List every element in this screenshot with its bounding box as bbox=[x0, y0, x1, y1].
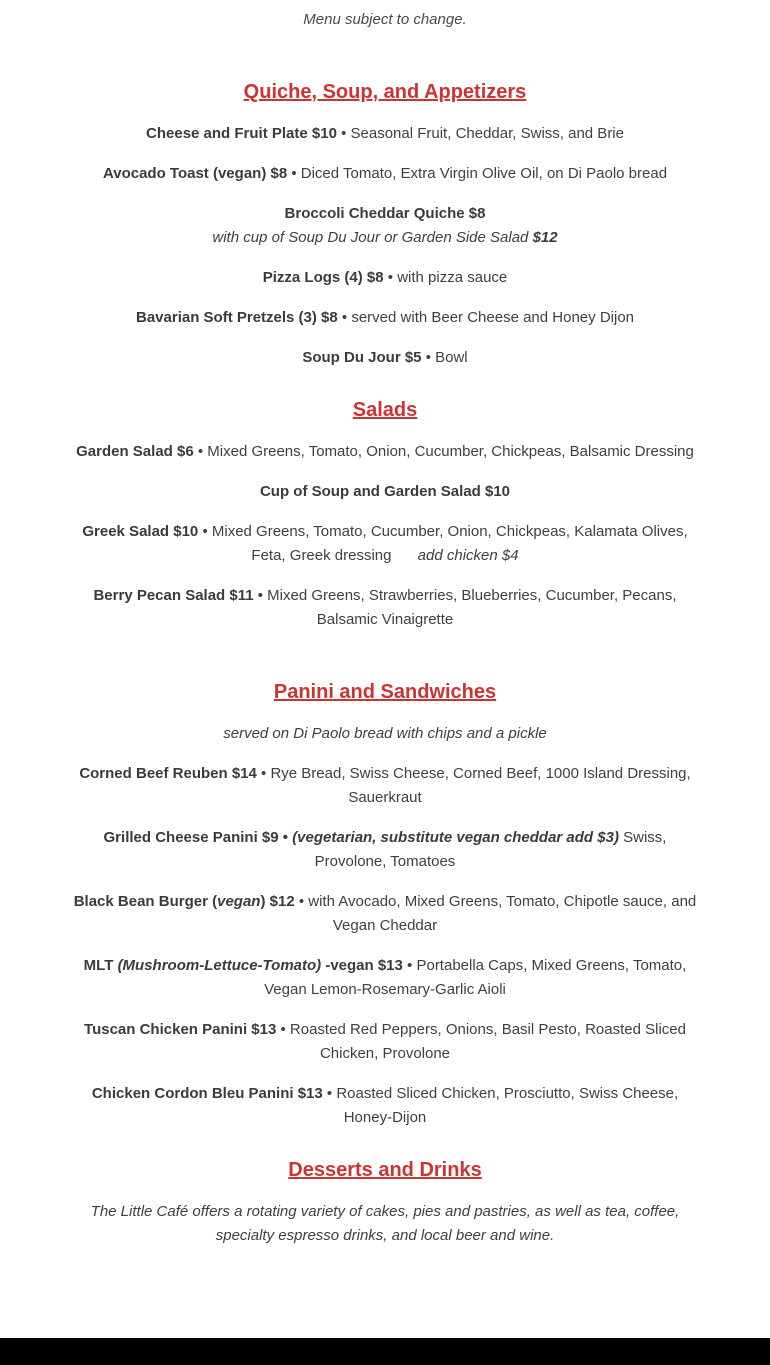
item-name bbox=[74, 893, 295, 910]
item-name-emphasis: (Mushroom-Lettuce-Tomato) bbox=[117, 957, 322, 974]
item-desc: • Diced Tomato, Extra Virgin Olive Oil, on Di Paolo bread bbox=[291, 165, 668, 182]
menu-item-cup-soup-garden-salad bbox=[73, 480, 697, 504]
menu-page bbox=[0, 8, 770, 1365]
item-name-emphasis: vegan bbox=[217, 893, 261, 910]
item-name: Pizza Logs (4) $8 bbox=[262, 269, 384, 286]
menu-item-chicken-cordon-bleu-panini bbox=[73, 1082, 697, 1130]
section-quiche-soup-appetizers bbox=[73, 78, 697, 370]
section-heading-appetizers[interactable]: Quiche, Soup, and Appetizers bbox=[243, 81, 527, 103]
item-name: Tuscan Chicken Panini $13 bbox=[84, 1021, 277, 1038]
item-name: Avocado Toast (vegan) $8 bbox=[102, 165, 288, 182]
item-desc: • Mixed Greens, Tomato, Onion, Cucumber, Chickpeas, Balsamic Dressing bbox=[197, 443, 694, 460]
menu-item-cheese-fruit-plate bbox=[73, 122, 697, 146]
section-heading-salads[interactable]: Salads bbox=[352, 399, 418, 421]
section-salads bbox=[73, 396, 697, 632]
menu-item-corned-beef-reuben bbox=[73, 762, 697, 810]
item-desc: • Roasted Sliced Chicken, Prosciutto, Swiss Cheese, Honey-Dijon bbox=[326, 1085, 679, 1126]
item-desc: • Portabella Caps, Mixed Greens, Tomato, Vegan Lemon-Rosemary-Garlic Aioli bbox=[264, 957, 687, 998]
section-intro-desserts: The Little Café offers a rotating variety of cakes, pies and pastries, as well as tea, coffee, specialty espresso drinks, and local beer and wine. bbox=[90, 1203, 680, 1244]
item-name: Berry Pecan Salad $11 bbox=[93, 587, 254, 604]
section-heading-desserts[interactable]: Desserts and Drinks bbox=[288, 1159, 482, 1181]
menu-item-grilled-cheese-panini bbox=[73, 826, 697, 874]
item-name: Grilled Cheese Panini $9 • bbox=[103, 829, 289, 846]
section-intro-panini: served on Di Paolo bread with chips and a pickle bbox=[223, 725, 547, 742]
menu-item-mlt bbox=[73, 954, 697, 1002]
item-desc: • Mixed Greens, Strawberries, Blueberries, Cucumber, Pecans, Balsamic Vinaigrette bbox=[257, 587, 677, 628]
item-desc: • Mixed Greens, Tomato, Cucumber, Onion, Chickpeas, Kalamata Olives, Feta, Greek dressing bbox=[202, 523, 688, 564]
item-desc: • Rye Bread, Swiss Cheese, Corned Beef, 1000 Island Dressing, Sauerkraut bbox=[261, 765, 691, 806]
item-name: Cup of Soup and Garden Salad $10 bbox=[259, 483, 511, 500]
item-desc: • with Avocado, Mixed Greens, Tomato, Chipotle sauce, and Vegan Cheddar bbox=[298, 893, 697, 934]
item-name: Broccoli Cheddar Quiche $8 bbox=[284, 205, 486, 222]
item-desc: • Seasonal Fruit, Cheddar, Swiss, and Brie bbox=[341, 125, 624, 142]
menu-item-broccoli-cheddar-quiche bbox=[73, 202, 697, 250]
menu-item-avocado-toast bbox=[73, 162, 697, 186]
menu-item-garden-salad bbox=[73, 440, 697, 464]
item-name: Chicken Cordon Bleu Panini $13 bbox=[91, 1085, 323, 1102]
footer-bar bbox=[0, 1338, 770, 1365]
menu-item-bavarian-pretzels bbox=[73, 306, 697, 330]
item-name: Garden Salad $6 bbox=[76, 443, 194, 460]
menu-notice: Menu subject to change. bbox=[303, 11, 467, 28]
item-name bbox=[84, 957, 403, 974]
item-desc: • Roasted Red Peppers, Onions, Basil Pesto, Roasted Sliced Chicken, Provolone bbox=[280, 1021, 686, 1062]
menu-item-greek-salad bbox=[73, 520, 697, 568]
item-name-pre: MLT bbox=[83, 957, 114, 974]
item-desc: Swiss, Provolone, Tomatoes bbox=[314, 829, 667, 870]
menu-item-berry-pecan-salad bbox=[73, 584, 697, 632]
menu-content bbox=[73, 8, 697, 1248]
menu-item-soup-du-jour bbox=[73, 346, 697, 370]
item-name: Greek Salad $10 bbox=[82, 523, 199, 540]
item-name: Bavarian Soft Pretzels (3) $8 bbox=[136, 309, 338, 326]
item-note-price: $12 bbox=[532, 229, 558, 246]
item-name-emphasis: (vegetarian, substitute vegan cheddar add $3) bbox=[292, 829, 619, 846]
item-name-post: -vegan $13 bbox=[325, 957, 403, 974]
item-addon: add chicken $4 bbox=[417, 547, 519, 564]
item-desc: • served with Beer Cheese and Honey Dijon bbox=[341, 309, 634, 326]
item-name: Corned Beef Reuben $14 bbox=[79, 765, 257, 782]
item-name: Soup Du Jour $5 bbox=[302, 349, 422, 366]
section-desserts-drinks bbox=[73, 1156, 697, 1248]
menu-item-tuscan-chicken-panini bbox=[73, 1018, 697, 1066]
menu-item-black-bean-burger bbox=[73, 890, 697, 938]
item-note: with cup of Soup Du Jour or Garden Side Salad bbox=[212, 229, 529, 246]
item-name-pre: Black Bean Burger ( bbox=[73, 893, 218, 910]
menu-item-pizza-logs bbox=[73, 266, 697, 290]
item-desc: • Bowl bbox=[425, 349, 468, 366]
section-heading-panini[interactable]: Panini and Sandwiches bbox=[273, 681, 497, 703]
item-name-post: ) $12 bbox=[260, 893, 295, 910]
item-desc: • with pizza sauce bbox=[387, 269, 508, 286]
section-panini-sandwiches bbox=[73, 678, 697, 1130]
item-name: Cheese and Fruit Plate $10 bbox=[146, 125, 337, 142]
